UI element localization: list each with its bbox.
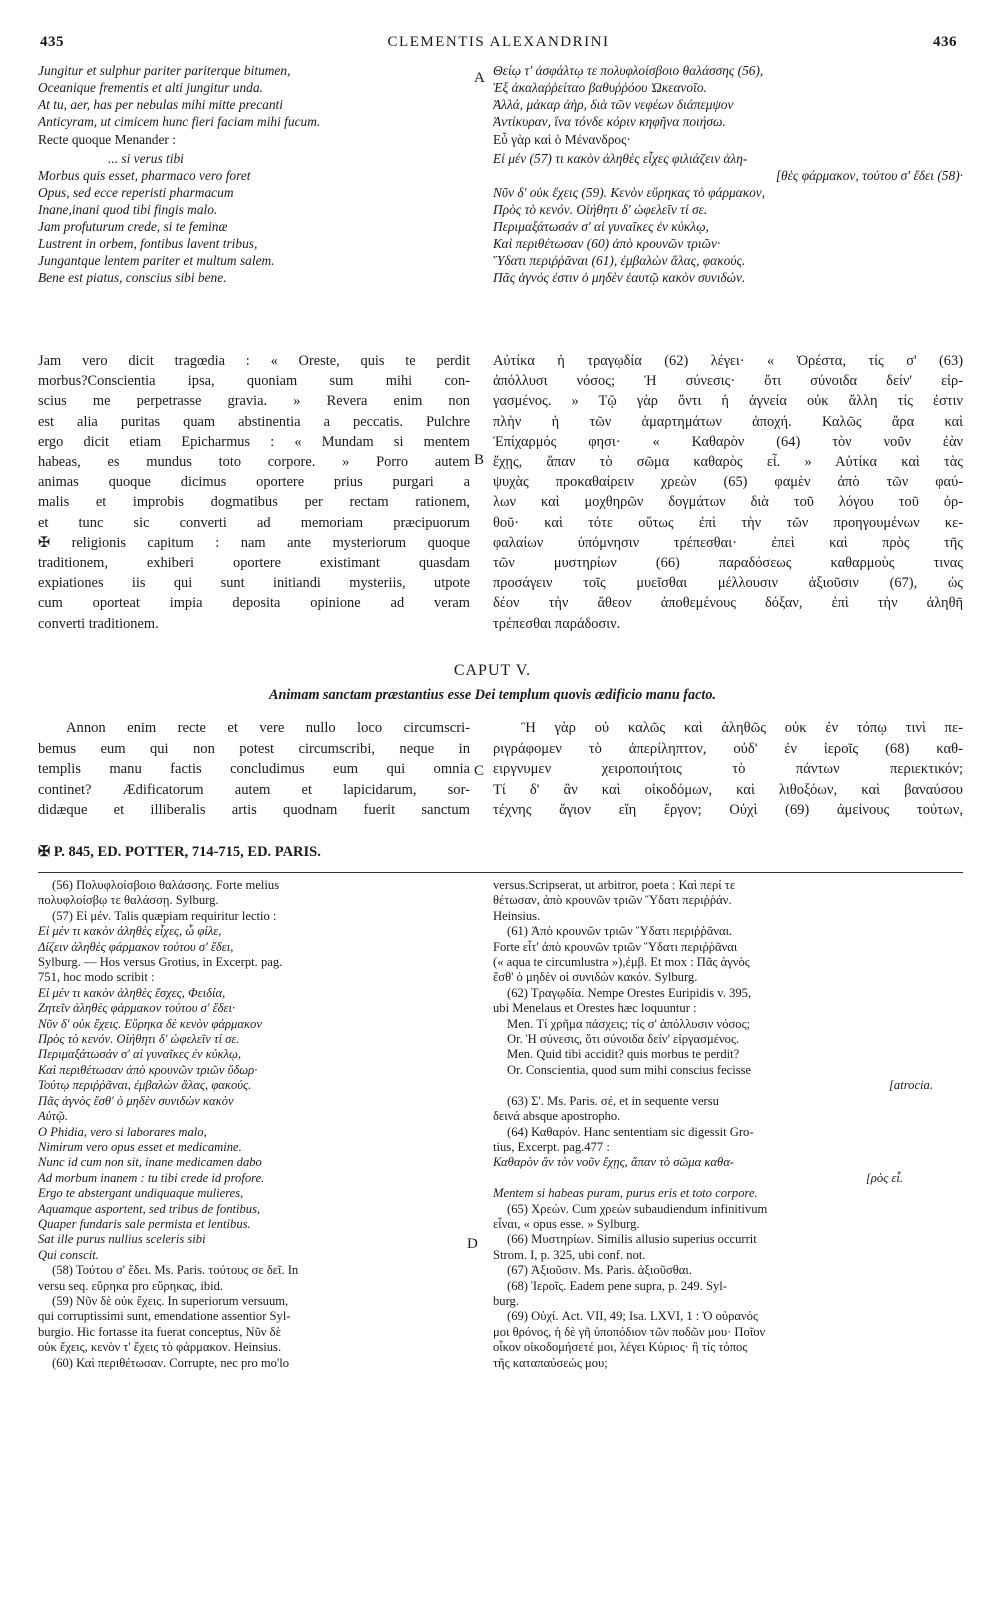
text-line: ergo dicit etiam Epicharmus : « Mundam si mentem — [38, 433, 470, 450]
note-line: Men. Quid tibi accidit? quis morbus te perdit? — [507, 1047, 740, 1062]
note-line: ubi Menelaus et Orestes hæc loquuntur : — [493, 1001, 697, 1016]
note-line: versus.Scripserat, ut arbitror, poeta : Καὶ περί τε — [493, 878, 736, 892]
note-line: Νῦν δ' οὐκ ἔχεις. Εὕρηκα δὲ κενὸν φάρμακον — [38, 1016, 262, 1031]
note-line: burg. — [493, 1293, 520, 1308]
text-line: scius me perpetrasse gravia. » Revera enim non — [38, 393, 470, 410]
note-line: Aquamque asportent, sed tribus de fontibus, — [38, 1201, 261, 1216]
note-line: (59) Νῦν δὲ οὐκ ἔχεις. In superiorum versuum, — [52, 1293, 289, 1308]
note-line: ἔσθ' ὁ μηδὲν οἱ συνιδὼν κακόν. Sylburg. — [493, 970, 698, 985]
text-line: didæque et illiberalis artis quodnam fuerit sanctum — [38, 802, 470, 819]
text-line: ψυχὰς προκαθαίρειν χρεὼν (65) φαμὲν ἀπὸ τῶν φαύ- — [493, 474, 963, 491]
note-line: Nimirum vero opus esset et medicamine. — [38, 1139, 242, 1154]
latin-column-upper — [38, 62, 470, 286]
greek-paragraph-1 — [493, 351, 963, 634]
section-marker-d: D — [467, 1236, 478, 1252]
note-line: Or. Conscientia, quod sum mihi conscius fecisse — [507, 1062, 752, 1077]
note-line: Strom. I, p. 325, ubi conf. not. — [493, 1247, 646, 1262]
page-number-left: 435 — [40, 34, 64, 50]
verse-line: At tu, aer, has per nebulas mihi mitte precanti — [38, 97, 283, 112]
verse-line: Jungitur et sulphur pariter pariterque bitumen, — [38, 63, 291, 78]
verse-line: Morbus quis esset, pharmaco vero foret — [38, 168, 251, 183]
text-line: τρέπεσθαι παράδοσιν. — [493, 615, 621, 632]
chapter-heading: CAPUT V. — [453, 662, 532, 679]
text-line: προσάγειν τοῖς μυεῖσθαι μέλλουσιν ἀξιοῦσιν (67), ὡς — [493, 575, 963, 592]
text-line: ειργνυμεν χειροποιήτοις τὸ πάντων περιεκτικόν; — [493, 761, 963, 778]
text-line: animas quoque dicimus oportere prius purgari a — [38, 474, 470, 491]
note-line: burgio. Hic fortasse ita fuerat conceptus, Νῦν δὲ — [38, 1324, 281, 1339]
verse-line: Καὶ περιθέτωσαν (60) ἀπὸ κρουνῶν τριῶν· — [493, 236, 721, 251]
note-line: εἶναι, « opus esse. » Sylburg. — [493, 1216, 640, 1231]
text-line: τῶν μυστηρίων (66) παραδόσεως καθαρμοὺς τινας — [493, 555, 963, 572]
greek-paragraph-2 — [493, 718, 963, 821]
note-line: O Phidia, vero si laborares malo, — [38, 1124, 207, 1139]
note-line: (69) Οὐχί. Act. VII, 49; Isa. LXVI, 1 : Ὁ οὐρανός — [507, 1309, 758, 1324]
note-line: qui corruptissimi sunt, emendatione assentior Syl- — [38, 1309, 291, 1324]
verse-line: Εἰ μέν (57) τι κακὸν ἀληθὲς εἶχες φιλιάζειν ἀλη- — [493, 151, 748, 166]
verse-line: Ἀντίκυραν, ἵνα τόνδε κόριν κηφῆνα ποιήσω. — [493, 114, 726, 129]
note-line: Ergo te abstergant undiquaque mulieres, — [38, 1186, 244, 1201]
text-line: habeas, es mundus toto corpore. » Porro autem — [38, 454, 470, 471]
note-line: (63) Σ'. Ms. Paris. σέ, et in sequente versu — [507, 1093, 719, 1108]
verse-line: Oceanique frementis et alti jungitur unda. — [38, 80, 263, 95]
text-line: τέχνης ἅγιον εἴη ἔργον; Οὐχὶ (69) ἀμείνους τούτων, — [493, 802, 963, 819]
footnotes-left — [38, 878, 470, 1371]
text-line: φαλαίων ὑπόμνησιν τρέπεσθαι· ἐπεὶ καὶ πρὸς τῆς — [493, 534, 963, 551]
note-line: (64) Καθαρόν. Hanc sententiam sic digessit Gro- — [507, 1124, 754, 1139]
greek-column-upper — [493, 62, 963, 286]
note-line: (56) Πολυφλοίσβοιο θαλάσσης. Forte melius — [52, 878, 280, 892]
verse-line: Πρὸς τὸ κενόν. Οἰήθητι δ' ὠφελεῖν τί σε. — [493, 202, 708, 217]
note-line: versu seq. εὕρηκα pro εὕρηκας, ibid. — [38, 1278, 224, 1293]
verse-line: Lustrent in orbem, fontibus lavent tribus, — [38, 236, 258, 251]
text-line: ἔχῃς, ἅπαν τὸ σῶμα καθαρὸς εἶ. » Αὐτίκα καὶ τὰς — [493, 454, 963, 471]
text-line: Annon enim recte et vere nullo loco circumscri- — [66, 720, 470, 736]
note-line: Heinsius. — [493, 908, 541, 923]
note-line: (60) Καὶ περιθέτωσαν. Corrupte, nec pro mo'lo — [52, 1355, 290, 1370]
note-line: πολυφλοίσβῳ τε θαλάσσῃ. Sylburg. — [38, 893, 219, 908]
verse-line: [θὲς φάρμακον, τούτου σ' ἔδει (58)· — [775, 168, 963, 183]
note-line: Men. Τί χρῆμα πάσχεις; τίς σ' ἀπόλλυσιν νόσος; — [507, 1016, 751, 1031]
text-line: malis et improbis dogmatibus per rectam rationem, — [38, 494, 470, 511]
note-line: 751, hoc modo scribit : — [38, 970, 155, 985]
verse-line: Jam profuturum crede, si te feminæ — [38, 219, 228, 234]
note-line: Forte εἶτ' ἀπὸ κρουνῶν τριῶν Ὕδατι περιῤῥᾶναι — [493, 939, 738, 954]
verse-line: Περιμαξάτωσάν σ' αἱ γυναῖκες ἐν κύκλῳ, — [493, 219, 709, 234]
note-line: Τούτῳ περιῤῥᾶναι, ἐμβαλὼν ἅλας, φακούς. — [38, 1078, 252, 1093]
text-line: Ἢ γὰρ οὐ καλῶς καὶ ἀληθῶς οὐκ ἐν τόπῳ τινὶ πε- — [521, 720, 963, 736]
running-title: CLEMENTIS ALEXANDRINI — [387, 34, 610, 50]
menander-intro: Εὖ γὰρ καὶ ὁ Μένανδρος· — [493, 132, 631, 147]
verse-line: ... si verus tibi — [108, 151, 184, 166]
note-line: Καθαρὸν ἂν τὸν νοῦν ἔχῃς, ἅπαν τὸ σῶμα καθα- — [493, 1155, 735, 1170]
section-marker-c: C — [474, 763, 485, 779]
note-line: Sat ille purus nullius sceleris sibi — [38, 1232, 206, 1247]
text-line: traditionem, exhiberi oportere existimant quasdam — [38, 555, 470, 572]
text-line: ✠ religionis capitum : nam ante mysteriorum quoque — [38, 534, 470, 551]
verse-line: Opus, sed ecce reperisti pharmacum — [38, 185, 234, 200]
note-line: οἶκον οἰκοδομήσετέ μοι, λέγει Κύριος· ἢ τίς τόπος — [493, 1340, 748, 1355]
latin-paragraph-2 — [38, 718, 470, 821]
section-marker-b: B — [474, 452, 485, 468]
text-line: λων καὶ μοχθηρῶν δογμάτων διὰ τοῦ λόγου τοῦ ὀρ- — [493, 494, 963, 511]
note-line: Ζητεῖν ἀληθὲς φάρμακον τούτου σ' ἔδει· — [38, 1001, 236, 1016]
note-line: Or. Ἡ σύνεσις, ὅτι σύνοιδα δείν' εἰργασμένος. — [507, 1032, 740, 1047]
text-line: expiationes iis qui sunt initiandi mysteriis, utpote — [38, 575, 470, 592]
note-line: μοι θρόνος, ἡ δὲ γῆ ὑποπόδιον τῶν ποδῶν μου· Ποῖον — [493, 1324, 766, 1339]
note-line: (57) Εἰ μέν. Talis quæpiam requiritur lectio : — [52, 908, 277, 923]
verse-line: Θείῳ τ' ἀσφάλτῳ τε πολυφλοίσβοιο θαλάσσης (56), — [493, 63, 764, 78]
text-line: πλὴν ἡ τῶν ἁμαρτημάτων ἀποχή. Καλῶς ἄρα καὶ — [493, 413, 963, 430]
text-line: et tunc sic converti ad memoriam præcipuorum — [38, 514, 470, 531]
note-line: Nunc id cum non sit, inane medicamen dabo — [38, 1155, 262, 1170]
text-line: Ἐπίχαρμός φησι· « Καθαρὸν (64) τὸν νοῦν ἐὰν — [493, 433, 963, 450]
text-line: ριγράφομεν τὸ ἀπερίληπτον, οὐδ' ἐν ἱεροῖς (68) καθ- — [493, 740, 963, 757]
text-line: converti traditionem. — [38, 615, 159, 632]
note-line: (58) Τούτου σ' ἔδει. Ms. Paris. τούτους σε δεῖ. In — [52, 1263, 299, 1278]
menander-intro: Recte quoque Menander : — [38, 132, 176, 147]
text-line: ἀπόλλυσι νόσος; Ἡ σύνεσις· ὅτι σύνοιδα δείν' εἰρ- — [493, 373, 963, 390]
verse-line: Ὕδατι περιῤῥᾶναι (61), ἐμβαλὼν ἅλας, φακούς. — [493, 253, 746, 268]
running-header — [40, 34, 957, 56]
verse-line: Πᾶς ἁγνός ἐστιν ὁ μηδὲν ἑαυτῷ κακὸν συνιδών. — [493, 270, 746, 285]
footnote-divider — [38, 872, 963, 873]
text-line: Αὐτίκα ἡ τραγῳδία (62) λέγει· « Ὀρέστα, τίς σ' (63) — [493, 353, 963, 369]
note-line: [ρὸς εἶ. — [865, 1170, 903, 1185]
note-line: οὐκ ἔχεις, κενὸν τ' ἔχεις τὸ φάρμακον. Heinsius. — [38, 1340, 282, 1355]
verse-line: Νῦν δ' οὐκ ἔχεις (59). Κενὸν εὕρηκας τὸ φάρμακον, — [493, 185, 766, 200]
text-line: Τί δ' ἂν καὶ οἰκοδόμων, καὶ λιθοξόων, καὶ βαναύσου — [493, 781, 963, 798]
note-line: tius, Excerpt. pag.477 : — [493, 1139, 610, 1154]
text-line: est alia puritas quam abstinentia a peccatis. Pulchre — [38, 413, 470, 430]
note-line: Ad morbum inanem : tu tibi crede id profore. — [38, 1170, 265, 1185]
text-line: morbus?Conscientia ipsa, quoniam sum mihi con- — [38, 373, 470, 390]
note-line: Qui conscit. — [38, 1247, 99, 1262]
note-line: [atrocia. — [889, 1078, 933, 1093]
text-line: bemus eum qui non potest circumscribi, neque in — [38, 740, 470, 757]
note-line: (65) Χρεών. Cum χρεὼν subaudiendum infinitivum — [507, 1201, 768, 1216]
note-line: Sylburg. — Hos versus Grotius, in Excerpt. pag. — [38, 955, 283, 970]
note-line: Πᾶς ἁγνὸς ἔσθ' ὁ μηδὲν συνιδὼν κακὸν — [38, 1093, 234, 1108]
note-line: (« aqua te circumlustra »),ἐμβ. Et mox : Πᾶς ἁγνὸς — [493, 955, 750, 970]
chapter-subtitle: Animam sanctam præstantius esse Dei templum quovis ædificio manu facto. — [269, 687, 716, 703]
text-line: γασμένος. » Τῷ γὰρ ὄντι ἡ ἁγνεία οὐκ ἄλλη τίς ἐστιν — [493, 393, 963, 410]
text-line: Jam vero dicit tragœdia : « Oreste, quis te perdit — [38, 353, 470, 369]
verse-line: Ἐξ ἀκαλαῤῥείταο βαθυῤῥόου Ὠκεανοῖο. — [493, 80, 707, 95]
section-marker-a: A — [474, 70, 485, 86]
note-line: (66) Μυστηρίων. Similis allusio superius occurrit — [507, 1232, 757, 1247]
verse-line: Ἀλλά, μάκαρ ἀὴρ, διὰ τῶν νεφέων διάπεμψον — [493, 97, 734, 112]
note-line: Αὑτῷ. — [38, 1109, 69, 1124]
note-line: Καὶ περιθέτωσαν ἀπὸ κρουνῶν τριῶν ὕδωρ· — [38, 1062, 258, 1077]
latin-paragraph-1 — [38, 351, 470, 634]
page-number-right: 436 — [933, 34, 957, 50]
verse-line: Jungantque lentem pariter et multum salem. — [38, 253, 275, 268]
text-line: θοῦ· καὶ τότε οὕτως ἐπὶ τὴν τῶν προηγουμένων κε- — [493, 514, 963, 531]
note-line: Quaper fundaris sale permista et lentibus. — [38, 1216, 251, 1231]
note-line: Mentem si habeas puram, purus eris et toto corpore. — [493, 1186, 758, 1201]
verse-line: Inane,inani quod tibi fingis malo. — [38, 202, 218, 217]
text-line: continet? Ædificatorum autem et lapicidarum, sor- — [38, 781, 470, 798]
edition-reference: ✠ P. 845, ED. POTTER, 714-715, ED. PARIS. — [38, 844, 321, 860]
note-line: Πρὸς τὸ κενόν. Οἰήθητι δ' ὠφελεῖν τί σε. — [38, 1032, 240, 1047]
note-line: (62) Τραγῳδία. Nempe Orestes Euripidis v. 395, — [507, 985, 752, 1000]
note-line: (61) Ἀπὸ κρουνῶν τριῶν Ὕδατι περιῤῥᾶναι. — [507, 924, 733, 939]
verse-line: Bene est piatus, conscius sibi bene. — [38, 270, 227, 285]
note-line: δεινά absque apostropho. — [493, 1109, 621, 1124]
note-line: Δίζειν ἀληθὲς φάρμακον τούτου σ' ἔδει, — [38, 939, 234, 954]
footnotes-right — [493, 878, 963, 1371]
verse-line: Anticyram, ut cimicem hunc fieri faciam mihi fucum. — [38, 114, 321, 129]
text-line: cum oporteat impia deposita opinione ad veram — [38, 595, 470, 612]
note-line: θέτωσαν, ἀπὸ κρουνῶν τριῶν Ὕδατι περιῤῥάν. — [493, 893, 732, 908]
note-line: Εἰ μέν τι κακὸν ἀληθὲς εἶχες, ὦ φίλε, — [38, 924, 222, 939]
note-line: (68) Ἱεροῖς. Eadem pene supra, p. 249. Syl- — [507, 1278, 727, 1293]
text-line: δέον τὴν ἄθεον ἀποθεμένους δόξαν, ἐπὶ τὴν ἀληθῆ — [493, 595, 963, 612]
note-line: Εἰ μέν τι κακὸν ἀληθὲς ἔσχες, Φειδία, — [38, 985, 226, 1000]
text-line: templis manu factis concludimus eum qui omnia — [38, 761, 470, 778]
note-line: Περιμαξάτωσάν σ' αἱ γυναῖκες ἐν κύκλῳ, — [38, 1047, 242, 1062]
note-line: τῆς καταπαύσεώς μου; — [493, 1355, 608, 1370]
note-line: (67) Ἀξιοῦσιν. Ms. Paris. ἀξιοῦσθαι. — [507, 1263, 692, 1278]
